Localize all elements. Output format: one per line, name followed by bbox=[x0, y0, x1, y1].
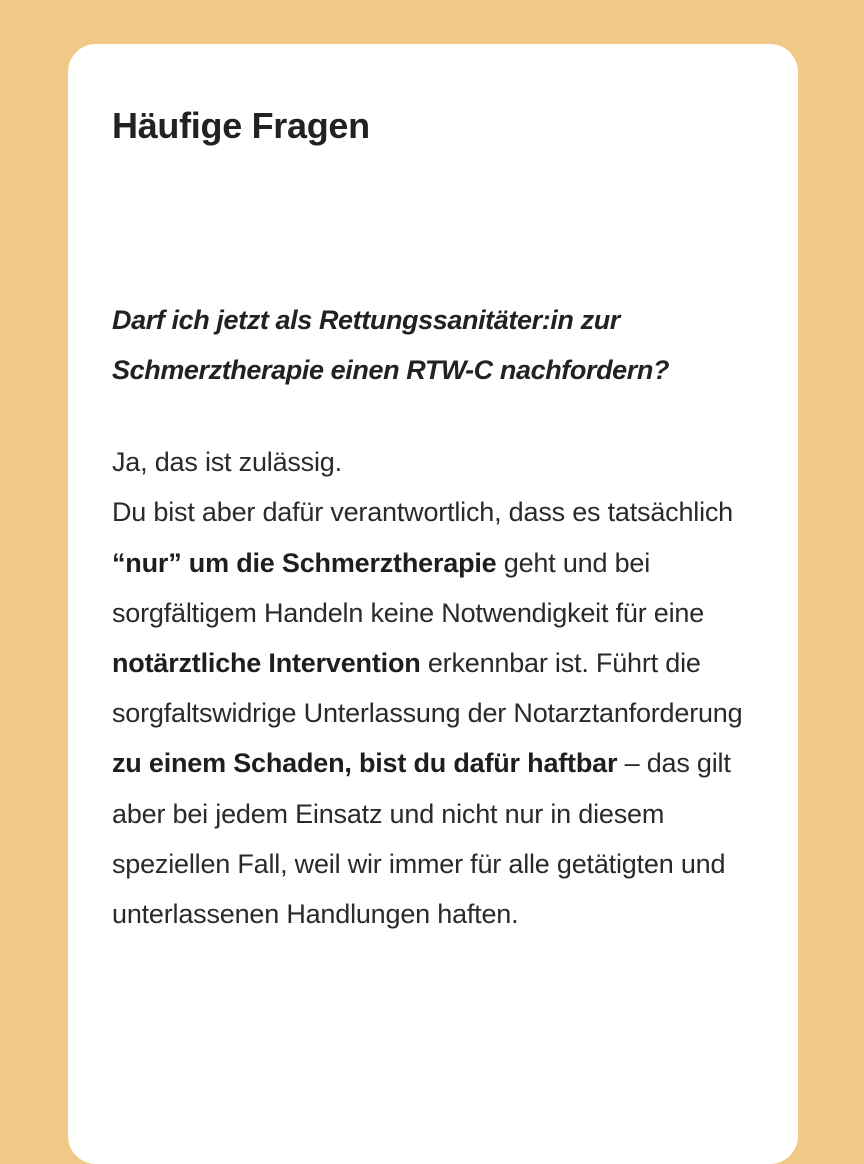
answer-text-4: – das gilt aber bei jedem Einsatz und nicht nur in diesem speziellen Fall, weil wir immer für alle getätigten und unterlassenen Handlungen haften. bbox=[112, 748, 731, 930]
answer-text-1: Du bist aber dafür verantwortlich, dass es tatsächlich bbox=[112, 497, 733, 528]
answer-emphasis-2: notärztliche Intervention bbox=[112, 648, 421, 678]
answer-text-3: erkennbar ist. Führt die sorgfaltswidrige Unterlassung der Notarztanforderung bbox=[112, 648, 743, 729]
faq-answer bbox=[112, 437, 754, 939]
answer-emphasis-3: zu einem Schaden, bist du dafür haftbar bbox=[112, 748, 618, 779]
answer-text-2: geht und bei sorgfältigem Handeln keine Notwendigkeit für eine bbox=[112, 547, 705, 628]
answer-emphasis-1: “nur” um die Schmerztherapie bbox=[112, 547, 497, 578]
faq-card bbox=[68, 44, 798, 1164]
page-title: Häufige Fragen bbox=[112, 105, 370, 146]
faq-question: Darf ich jetzt als Rettungssanitäter:in zur Schmerztherapie einen RTW-C nachfordern? bbox=[112, 305, 670, 386]
answer-intro: Ja, das ist zulässig. bbox=[112, 447, 342, 478]
